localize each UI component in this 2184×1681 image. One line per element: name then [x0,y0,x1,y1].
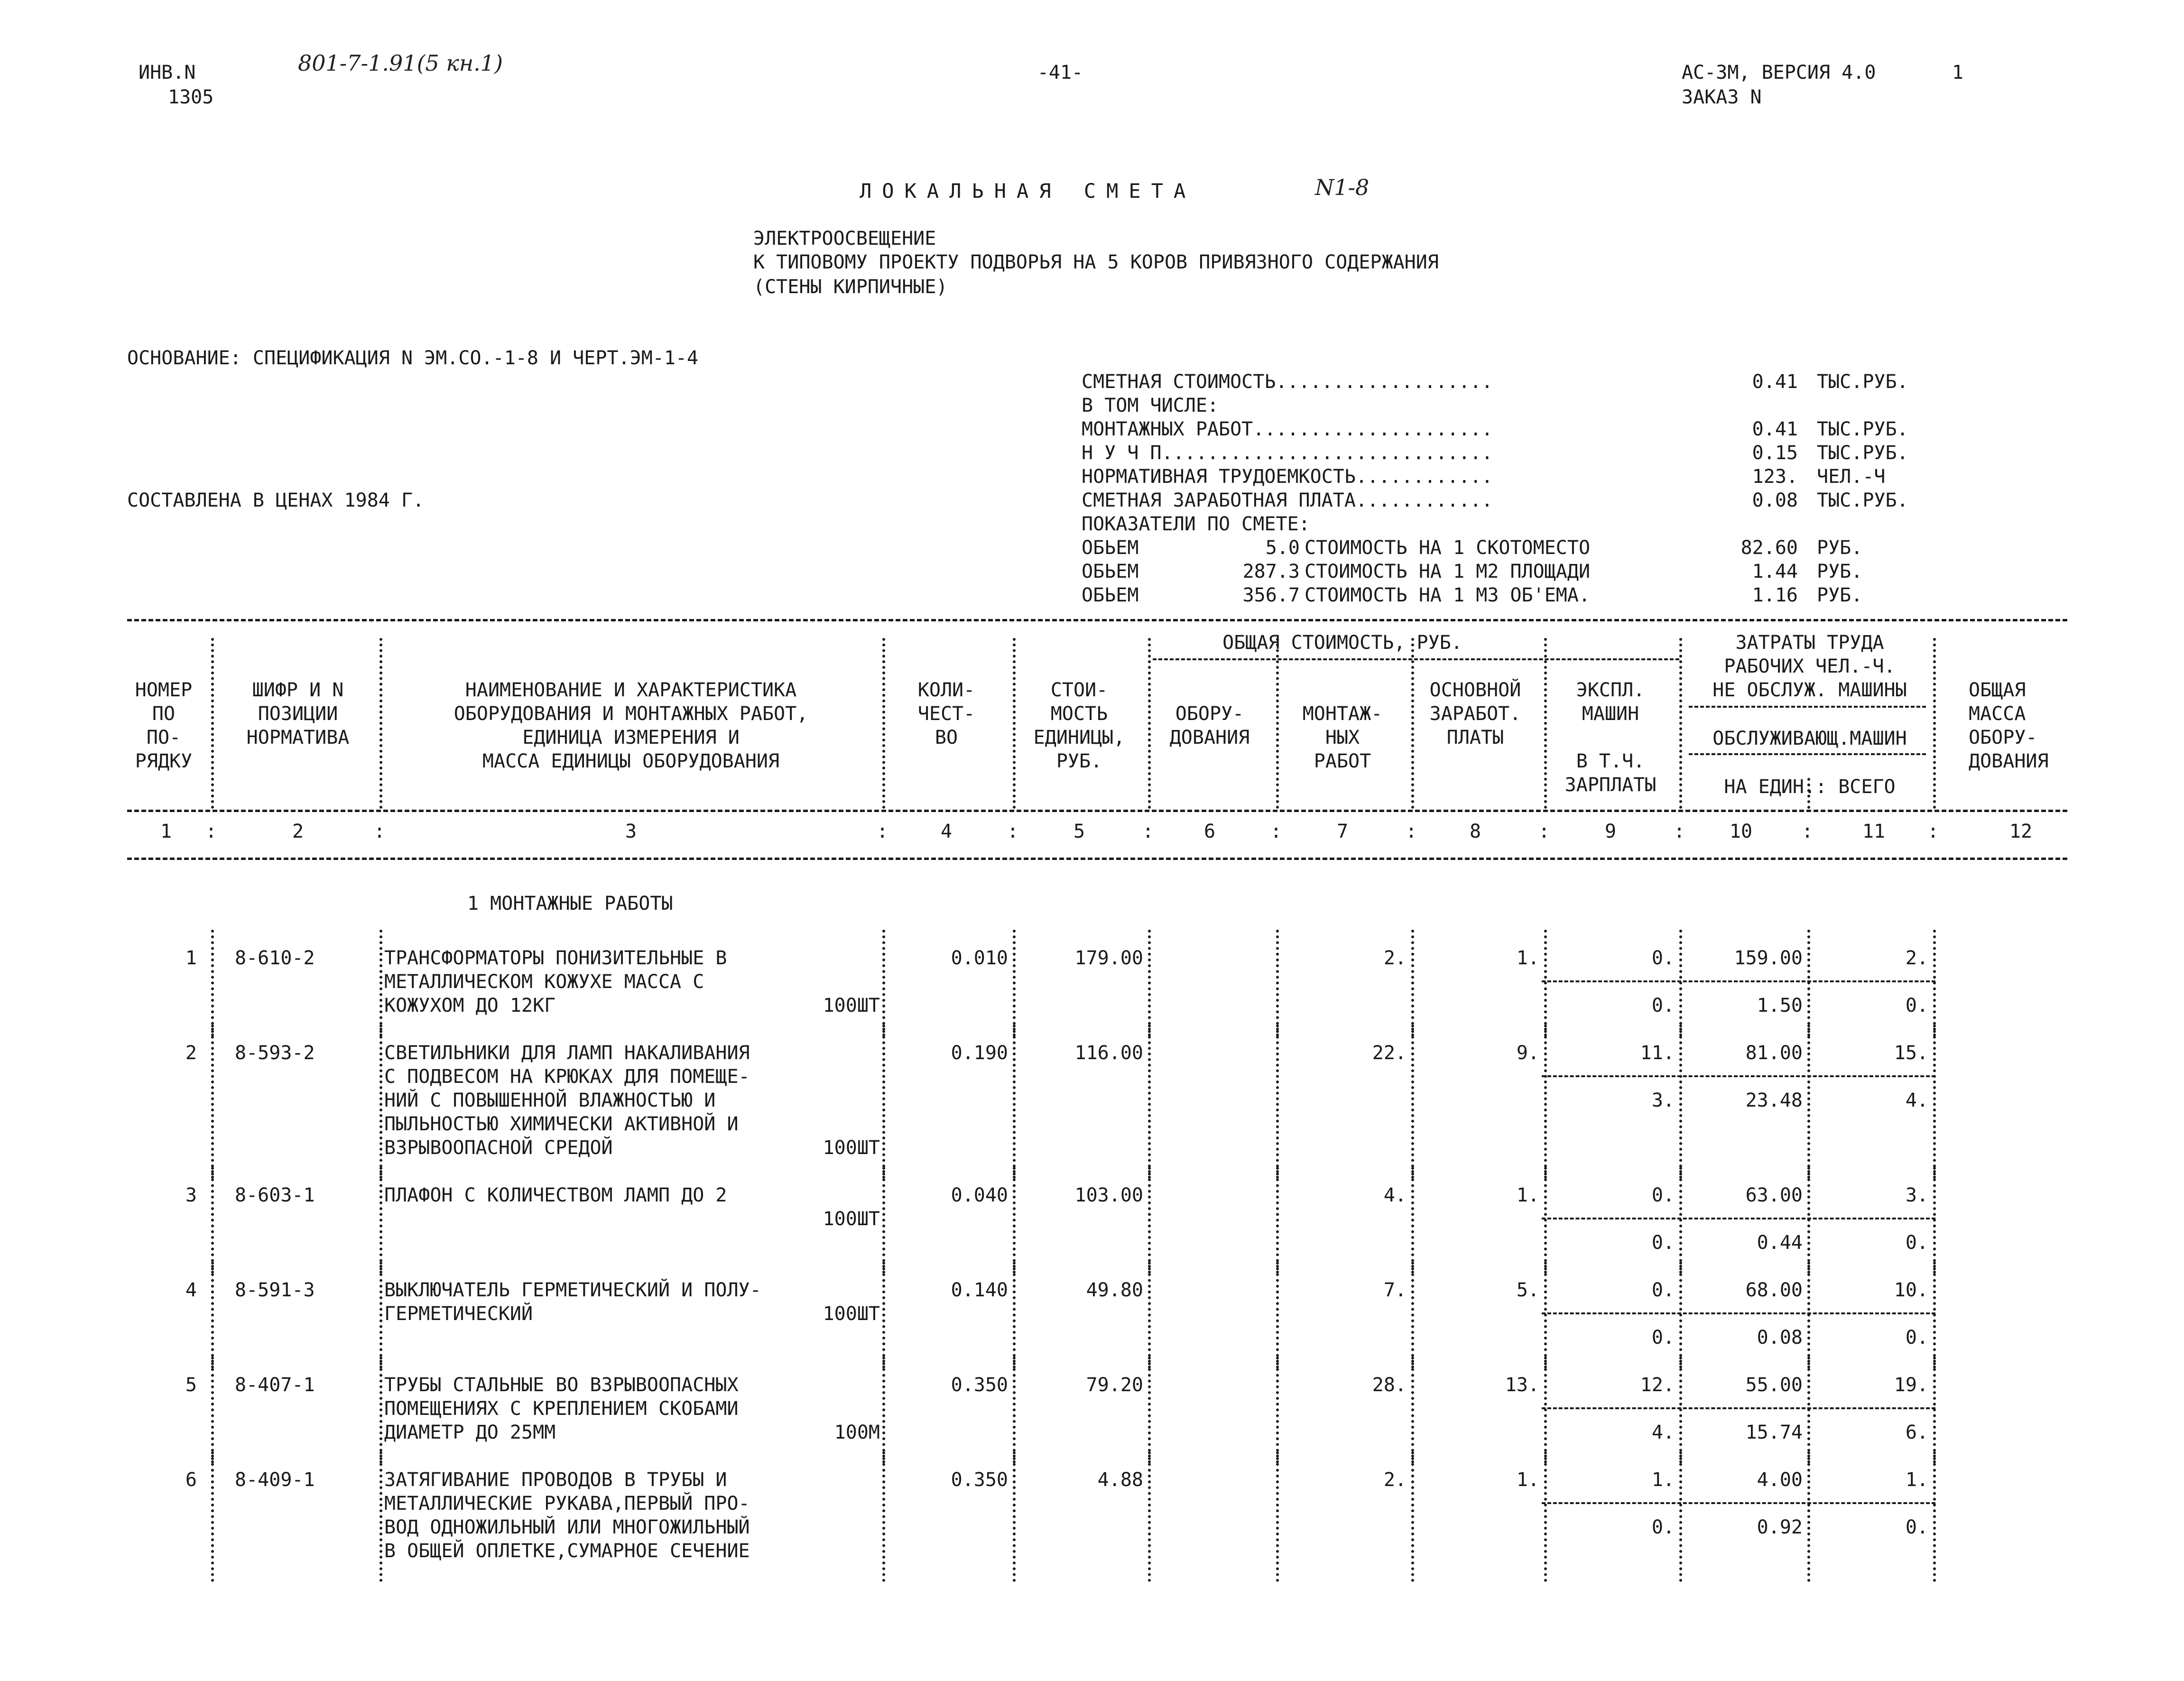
row-base-wage: 9. [1516,1042,1539,1064]
row-machine-wage: 0. [1651,995,1675,1016]
column-number-separator: : [373,821,386,842]
row-separator [1276,1167,1279,1274]
section-title: 1 МОНТАЖНЫЕ РАБОТЫ [467,893,673,914]
row-labor-total: 2. [1905,947,1928,969]
header-rule-a [1689,706,1926,708]
row-labor-per-unit: 63.00 [1745,1184,1803,1206]
header-bottom-rule [127,810,2067,812]
row-separator [1807,1451,1810,1582]
summary-label: В ТОМ ЧИСЛЕ: [1082,395,1219,416]
row-quantity: 0.140 [951,1279,1008,1301]
column-number-separator: : [1270,821,1282,842]
column-number-separator: : [1007,821,1019,842]
header-col-1: НОМЕР ПО ПО- РЯДКУ [135,679,193,772]
row-name-line: МЕТАЛЛИЧЕСКИЕ РУКАВА,ПЕРВЫЙ ПРО- [384,1493,750,1515]
header-total-cost: ОБЩАЯ СТОИМОСТЬ, РУБ. [1222,632,1462,654]
row-unit-price: 179.00 [1074,947,1143,969]
summary-label: СМЕТНАЯ СТОИМОСТЬ................... [1082,371,1493,393]
indicator-description: СТОИМОСТЬ НА 1 М3 ОБ'ЕМА. [1305,584,1591,606]
row-separator [1148,1451,1151,1582]
row-machine-labor-per-unit: 23.48 [1745,1090,1803,1111]
row-machine-labor-total: 0. [1905,1327,1928,1348]
summary-unit: ТЫС.РУБ. [1817,442,1908,464]
indicator-volume: 5.0 [1265,537,1300,559]
row-machine-labor-total: 0. [1905,995,1928,1016]
row-machine-wage: 0. [1651,1516,1675,1538]
row-code: 8-610-2 [235,947,315,969]
row-separator [1013,1262,1016,1368]
row-labor-per-unit: 68.00 [1745,1279,1803,1301]
row-machine-cost: 0. [1651,1184,1675,1206]
row-separator [882,1451,885,1582]
row-separator [1411,1167,1414,1274]
column-number-separator: : [1538,821,1550,842]
column-number: 12 [2009,821,2033,842]
row-unit-price: 49.80 [1086,1279,1143,1301]
row-separator [1411,1357,1414,1463]
row-machine-cost: 1. [1651,1469,1675,1491]
row-machine-labor-total: 6. [1905,1422,1928,1443]
indicator-value: 82.60 [1740,537,1798,559]
row-separator [1679,1167,1682,1274]
summary-value: 0.41 [1752,371,1798,393]
row-separator [379,1357,382,1463]
order-label: ЗАКАЗ N [1682,86,1762,108]
row-machine-labor-total: 0. [1905,1516,1928,1538]
header-rule-cost [1153,658,1679,660]
indicator-unit: РУБ. [1817,561,1863,582]
column-number-separator: : [876,821,888,842]
basis-line: ОСНОВАНИЕ: СПЕЦИФИКАЦИЯ N ЭМ.СО.-1-8 И ЧЕРТ.ЭМ-1-4 [127,347,699,369]
header-labor-c: НА ЕДИН.: ВСЕГО [1724,776,1896,798]
row-separator [379,1262,382,1368]
row-base-wage: 13. [1505,1374,1539,1396]
row-number: 4 [185,1279,197,1301]
handwritten-code: 801-7-1.91(5 кн.1) [298,50,503,76]
system-version: АС-3М, ВЕРСИЯ 4.0 [1682,62,1876,83]
indicator-label: ОБЬЕМ [1082,584,1139,606]
row-code: 8-593-2 [235,1042,315,1064]
row-unit-price: 116.00 [1074,1042,1143,1064]
document-title: ЛОКАЛЬНАЯ СМЕТА [860,179,1196,203]
column-number: 7 [1336,821,1349,842]
row-separator [211,1167,214,1274]
row-name-line: КОЖУХОМ ДО 12КГ [384,995,556,1016]
row-separator [1933,1451,1936,1582]
column-number-separator: : [1927,821,1939,842]
column-number: 4 [940,821,953,842]
row-machine-wage: 0. [1651,1232,1675,1254]
row-separator [1544,1451,1547,1582]
row-separator [1148,1357,1151,1463]
row-separator [1276,930,1279,1036]
column-number-separator: : [1142,821,1154,842]
row-separator [1933,930,1936,1036]
summary-value: 0.15 [1752,442,1798,464]
row-unit-price: 79.20 [1086,1374,1143,1396]
row-name-line: ДИАМЕТР ДО 25ММ [384,1422,556,1443]
column-separator [1679,638,1682,809]
system-number: 1 [1952,62,1964,83]
header-labor: ЗАТРАТЫ ТРУДА РАБОЧИХ ЧЕЛ.-Ч. [1724,632,1896,677]
header-col-5: СТОИ- МОСТЬ ЕДИНИЦЫ, РУБ. [1033,679,1125,772]
row-mounting-cost: 28. [1372,1374,1407,1396]
column-number: 6 [1203,821,1216,842]
row-separator [1276,1451,1279,1582]
row-name-line: В ОБЩЕЙ ОПЛЕТКЕ,СУМАРНОЕ СЕЧЕНИЕ [384,1540,750,1562]
row-separator [1013,1167,1016,1274]
inv-number: 1305 [168,86,214,108]
row-separator [1544,930,1547,1036]
column-number: 9 [1604,821,1617,842]
row-separator [1933,1357,1936,1463]
row-separator [211,930,214,1036]
column-separator [379,638,382,809]
row-separator [882,1262,885,1368]
summary-value: 123. [1752,466,1798,488]
row-separator [1411,1451,1414,1582]
row-machine-labor-total: 0. [1905,1232,1928,1254]
summary-label: НОРМАТИВНАЯ ТРУДОЕМКОСТЬ............ [1082,466,1493,488]
row-machine-labor-per-unit: 0.44 [1757,1232,1803,1254]
row-machine-labor-per-unit: 0.92 [1757,1516,1803,1538]
row-separator [1013,930,1016,1036]
row-name-line: ВОД ОДНОЖИЛЬНЫЙ ИЛИ МНОГОЖИЛЬНЫЙ [384,1516,750,1538]
row-machine-labor-per-unit: 15.74 [1745,1422,1803,1443]
row-mounting-cost: 22. [1372,1042,1407,1064]
row-subrule [1542,980,1935,982]
row-machine-wage: 0. [1651,1327,1675,1348]
row-machine-labor-per-unit: 1.50 [1757,995,1803,1016]
row-machine-cost: 11. [1640,1042,1675,1064]
row-quantity: 0.040 [951,1184,1008,1206]
column-number-separator: : [205,821,217,842]
row-separator [1807,930,1810,1036]
prices-year: СОСТАВЛЕНА В ЦЕНАХ 1984 Г. [127,490,425,511]
row-separator [882,1025,885,1179]
summary-label: Н У Ч П............................. [1082,442,1493,464]
row-name-line: МЕТАЛЛИЧЕСКОМ КОЖУХЕ МАССА С [384,971,704,993]
row-separator [1679,930,1682,1036]
row-number: 5 [185,1374,197,1396]
row-mounting-cost: 2. [1383,947,1407,969]
row-separator [1411,930,1414,1036]
row-separator [882,1357,885,1463]
indicator-value: 1.16 [1752,584,1798,606]
row-unit: 100ШТ [823,995,880,1016]
row-mounting-cost: 4. [1383,1184,1407,1206]
row-labor-total: 1. [1905,1469,1928,1491]
row-separator [1276,1025,1279,1179]
row-machine-labor-total: 4. [1905,1090,1928,1111]
row-separator [211,1262,214,1368]
row-separator [1148,1262,1151,1368]
header-col-8: ОСНОВНОЙ ЗАРАБОТ. ПЛАТЫ [1429,679,1521,748]
row-separator [1807,1025,1810,1179]
row-unit: 100М [834,1422,880,1443]
row-name-line: ВЫКЛЮЧАТЕЛЬ ГЕРМЕТИЧЕСКИЙ И ПОЛУ- [384,1279,761,1301]
row-separator [1411,1262,1414,1368]
column-separator [1933,638,1936,809]
row-labor-per-unit: 55.00 [1745,1374,1803,1396]
row-name-line: СВЕТИЛЬНИКИ ДЛЯ ЛАМП НАКАЛИВАНИЯ [384,1042,750,1064]
estimate-number: N1-8 [1315,175,1370,200]
row-base-wage: 1. [1516,1184,1539,1206]
row-separator [882,930,885,1036]
row-name-line: НИЙ С ПОВЫШЕННОЙ ВЛАЖНОСТЬЮ И [384,1090,716,1111]
subtitle-line-1: ЭЛЕКТРООСВЕЩЕНИЕ [753,228,936,249]
row-machine-cost: 0. [1651,1279,1675,1301]
row-name-line: ПЛАФОН С КОЛИЧЕСТВОМ ЛАМП ДО 2 [384,1184,727,1206]
column-separator [882,638,885,809]
row-name-line: ГЕРМЕТИЧЕСКИЙ [384,1303,533,1325]
row-mounting-cost: 2. [1383,1469,1407,1491]
header-top-rule [127,619,2067,621]
row-subrule [1542,1218,1935,1219]
row-separator [882,1167,885,1274]
row-separator [1807,1167,1810,1274]
row-base-wage: 5. [1516,1279,1539,1301]
row-separator [1679,1357,1682,1463]
subtitle-line-3: (СТЕНЫ КИРПИЧНЫЕ) [753,276,948,298]
header-col-6: ОБОРУ- ДОВАНИЯ [1169,703,1250,748]
summary-label: ПОКАЗАТЕЛИ ПО СМЕТЕ: [1082,513,1310,535]
row-separator [1013,1451,1016,1582]
column-separator [1148,638,1151,809]
row-subrule [1542,1502,1935,1504]
indicator-volume: 356.7 [1242,584,1300,606]
row-machine-wage: 3. [1651,1090,1675,1111]
row-unit: 100ШТ [823,1208,880,1230]
column-number: 8 [1469,821,1481,842]
row-unit-price: 103.00 [1074,1184,1143,1206]
indicator-unit: РУБ. [1817,584,1863,606]
row-unit: 100ШТ [823,1137,880,1159]
column-number: 11 [1862,821,1886,842]
summary-label: МОНТАЖНЫХ РАБОТ..................... [1082,418,1493,440]
row-separator [1148,930,1151,1036]
row-machine-labor-per-unit: 0.08 [1757,1327,1803,1348]
indicator-label: ОБЬЕМ [1082,537,1139,559]
indicator-volume: 287.3 [1242,561,1300,582]
column-number: 3 [625,821,637,842]
row-unit: 100ШТ [823,1303,880,1325]
inv-label: ИНВ.N [139,62,196,83]
indicator-description: СТОИМОСТЬ НА 1 М2 ПЛОЩАДИ [1305,561,1591,582]
row-separator [379,1025,382,1179]
header-col-2: ШИФР И N ПОЗИЦИИ НОРМАТИВА [246,679,350,748]
row-separator [1276,1262,1279,1368]
row-code: 8-591-3 [235,1279,315,1301]
row-base-wage: 1. [1516,947,1539,969]
column-number: 5 [1073,821,1085,842]
row-separator [379,1451,382,1582]
row-mounting-cost: 7. [1383,1279,1407,1301]
row-separator [379,930,382,1036]
column-separator [1411,638,1414,809]
row-separator [211,1357,214,1463]
column-number-separator: : [1801,821,1814,842]
row-subrule [1542,1075,1935,1077]
row-labor-total: 3. [1905,1184,1928,1206]
header-col-9: ЭКСПЛ. МАШИН В Т.Ч. ЗАРПЛАТЫ [1564,679,1657,796]
row-separator [1679,1451,1682,1582]
row-separator [1544,1025,1547,1179]
row-quantity: 0.010 [951,947,1008,969]
indicator-unit: РУБ. [1817,537,1863,559]
row-separator [1679,1025,1682,1179]
row-separator [211,1025,214,1179]
summary-value: 0.41 [1752,418,1798,440]
row-separator [1807,1262,1810,1368]
row-separator [1013,1357,1016,1463]
column-number: 10 [1729,821,1753,842]
row-machine-cost: 12. [1640,1374,1675,1396]
row-separator [379,1167,382,1274]
row-code: 8-407-1 [235,1374,315,1396]
indicator-value: 1.44 [1752,561,1798,582]
header-labor-b: ОБСЛУЖИВАЮЩ.МАШИН [1712,728,1907,749]
column-separator [1013,638,1016,809]
header-col-7: МОНТАЖ- НЫХ РАБОТ [1302,703,1383,772]
row-subrule [1542,1312,1935,1314]
summary-unit: ТЫС.РУБ. [1817,418,1908,440]
header-col-12: ОБЩАЯ МАССА ОБОРУ- ДОВАНИЯ [1969,679,2049,772]
row-separator [1148,1167,1151,1274]
summary-label: СМЕТНАЯ ЗАРАБОТНАЯ ПЛАТА............ [1082,490,1493,511]
summary-value: 0.08 [1752,490,1798,511]
row-name-line: ВЗРЫВООПАСНОЙ СРЕДОЙ [384,1137,613,1159]
column-number: 1 [160,821,172,842]
summary-unit: ТЫС.РУБ. [1817,490,1908,511]
row-separator [1544,1167,1547,1274]
row-separator [1013,1025,1016,1179]
row-name-line: ЗАТЯГИВАНИЕ ПРОВОДОВ В ТРУБЫ И [384,1469,727,1491]
row-name-line: ПЫЛЬНОСТЬЮ ХИМИЧЕСКИ АКТИВНОЙ И [384,1113,739,1135]
row-number: 1 [185,947,197,969]
indicator-description: СТОИМОСТЬ НА 1 СКОТОМЕСТО [1305,537,1591,559]
row-separator [1411,1025,1414,1179]
row-name-line: ПОМЕЩЕНИЯХ С КРЕПЛЕНИЕМ СКОБАМИ [384,1398,739,1420]
summary-unit: ТЫС.РУБ. [1817,371,1908,393]
column-number-separator: : [1405,821,1417,842]
row-subrule [1542,1407,1935,1409]
row-name-line: С ПОДВЕСОМ НА КРЮКАХ ДЛЯ ПОМЕЩЕ- [384,1066,750,1088]
row-unit-price: 4.88 [1097,1469,1143,1491]
row-number: 6 [185,1469,197,1491]
column-number-separator: : [1673,821,1685,842]
header-col-3: НАИМЕНОВАНИЕ И ХАРАКТЕРИСТИКА ОБОРУДОВАНИЯ И МОНТАЖНЫХ РАБОТ, ЕДИНИЦА ИЗМЕРЕНИЯ И МАССА ЕДИНИЦЫ ОБОРУДОВАНИЯ [453,679,808,772]
row-separator [1807,1357,1810,1463]
header-col-4: КОЛИ- ЧЕСТ- ВО [917,679,975,748]
row-labor-total: 15. [1894,1042,1928,1064]
row-labor-per-unit: 159.00 [1734,947,1803,969]
row-quantity: 0.190 [951,1042,1008,1064]
row-machine-wage: 4. [1651,1422,1675,1443]
column-separator [211,638,214,809]
row-separator [1679,1262,1682,1368]
row-name-line: ТРАНСФОРМАТОРЫ ПОНИЗИТЕЛЬНЫЕ В [384,947,727,969]
row-labor-per-unit: 81.00 [1745,1042,1803,1064]
numbers-bottom-rule [127,858,2067,860]
subtitle-line-2: К ТИПОВОМУ ПРОЕКТУ ПОДВОРЬЯ НА 5 КОРОВ ПРИВЯЗНОГО СОДЕРЖАНИЯ [753,251,1439,273]
row-separator [211,1451,214,1582]
row-name-line: ТРУБЫ СТАЛЬНЫЕ ВО ВЗРЫВООПАСНЫХ [384,1374,739,1396]
row-separator [1148,1025,1151,1179]
row-code: 8-603-1 [235,1184,315,1206]
row-machine-cost: 0. [1651,947,1675,969]
row-labor-total: 19. [1894,1374,1928,1396]
row-separator [1933,1262,1936,1368]
row-quantity: 0.350 [951,1469,1008,1491]
page-number: -41- [1037,62,1083,83]
row-separator [1276,1357,1279,1463]
row-labor-per-unit: 4.00 [1757,1469,1803,1491]
row-quantity: 0.350 [951,1374,1008,1396]
header-labor-a: НЕ ОБСЛУЖ. МАШИНЫ [1712,679,1907,701]
summary-unit: ЧЕЛ.-Ч [1817,466,1886,488]
header-rule-b [1689,753,1926,755]
row-labor-total: 10. [1894,1279,1928,1301]
row-code: 8-409-1 [235,1469,315,1491]
column-separator [1544,638,1547,809]
row-separator [1544,1357,1547,1463]
row-number: 3 [185,1184,197,1206]
column-number: 2 [292,821,304,842]
indicator-label: ОБЬЕМ [1082,561,1139,582]
row-separator [1544,1262,1547,1368]
row-number: 2 [185,1042,197,1064]
row-separator [1933,1025,1936,1179]
row-separator [1933,1167,1936,1274]
column-separator [1276,638,1279,809]
row-base-wage: 1. [1516,1469,1539,1491]
